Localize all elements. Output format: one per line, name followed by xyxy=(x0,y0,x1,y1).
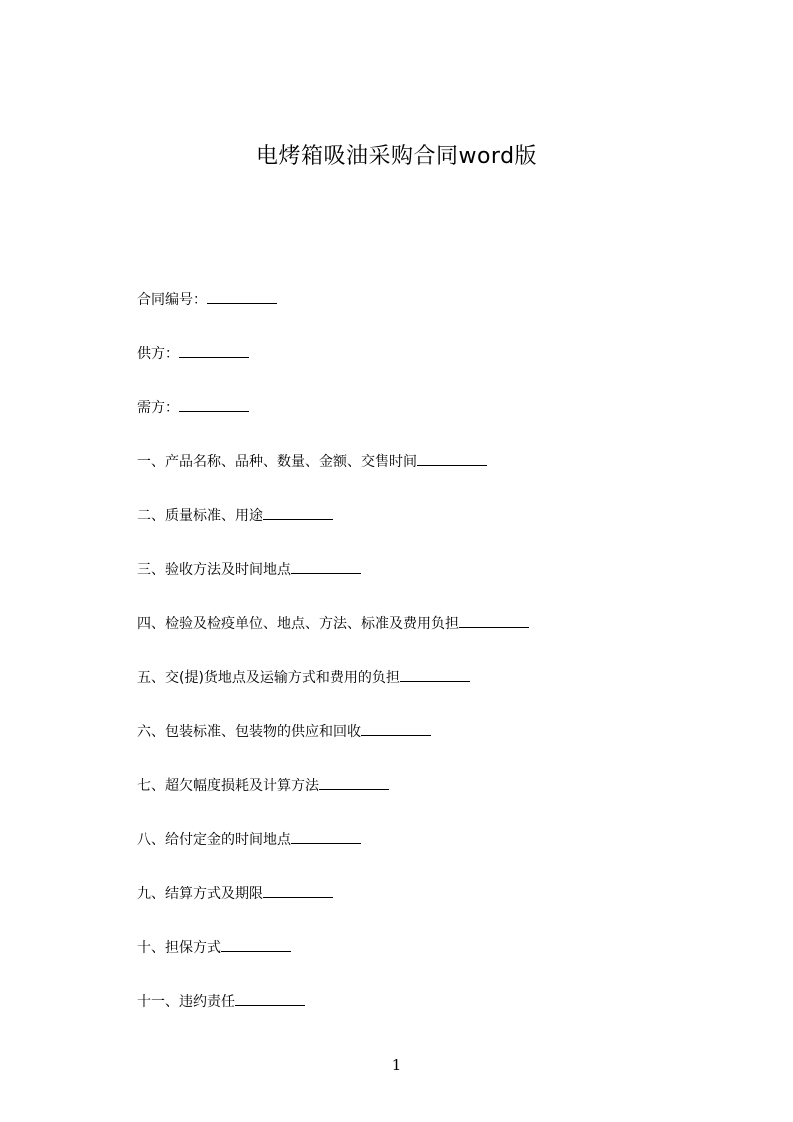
field-contract-number xyxy=(137,289,757,343)
fill-in-blank[interactable] xyxy=(459,613,529,628)
fill-in-blank[interactable] xyxy=(400,667,470,682)
fill-in-blank[interactable] xyxy=(291,829,361,844)
clause-label: 九、结算方式及期限 xyxy=(137,886,263,902)
fill-in-blank[interactable] xyxy=(263,883,333,898)
clause-label: 六、包装标准、包装物的供应和回收 xyxy=(137,724,361,740)
clause-label: 二、质量标准、用途 xyxy=(137,508,263,524)
page-number: 1 xyxy=(391,1056,402,1074)
field-label: 合同编号： xyxy=(137,292,207,308)
contract-field-list xyxy=(137,289,757,1045)
clause-1 xyxy=(137,451,757,505)
clause-2 xyxy=(137,505,757,559)
clause-8 xyxy=(137,829,757,883)
clause-6 xyxy=(137,721,757,775)
clause-label: 四、检验及检疫单位、地点、方法、标准及费用负担 xyxy=(137,616,459,632)
clause-label: 三、验收方法及时间地点 xyxy=(137,562,291,578)
clause-label: 一、产品名称、品种、数量、金额、交售时间 xyxy=(137,454,417,470)
fill-in-blank[interactable] xyxy=(207,289,277,304)
fill-in-blank[interactable] xyxy=(221,937,291,952)
clause-9 xyxy=(137,883,757,937)
fill-in-blank[interactable] xyxy=(417,451,487,466)
fill-in-blank[interactable] xyxy=(291,559,361,574)
clause-label: 十一、违约责任 xyxy=(137,994,235,1010)
clause-4 xyxy=(137,613,757,667)
clause-label: 十、担保方式 xyxy=(137,940,221,956)
clause-label: 五、交(提)货地点及运输方式和费用的负担 xyxy=(137,670,400,686)
fill-in-blank[interactable] xyxy=(235,991,305,1006)
field-supplier xyxy=(137,343,757,397)
clause-label: 七、超欠幅度损耗及计算方法 xyxy=(137,778,319,794)
clause-7 xyxy=(137,775,757,829)
document-title: 电烤箱吸油采购合同word版 xyxy=(255,144,538,169)
field-label: 供方： xyxy=(137,346,179,362)
fill-in-blank[interactable] xyxy=(319,775,389,790)
fill-in-blank[interactable] xyxy=(361,721,431,736)
clause-3 xyxy=(137,559,757,613)
clause-label: 八、给付定金的时间地点 xyxy=(137,832,291,848)
fill-in-blank[interactable] xyxy=(263,505,333,520)
fill-in-blank[interactable] xyxy=(179,397,249,412)
clause-11 xyxy=(137,991,757,1045)
fill-in-blank[interactable] xyxy=(179,343,249,358)
field-buyer xyxy=(137,397,757,451)
clause-10 xyxy=(137,937,757,991)
clause-5 xyxy=(137,667,757,721)
field-label: 需方： xyxy=(137,400,179,416)
